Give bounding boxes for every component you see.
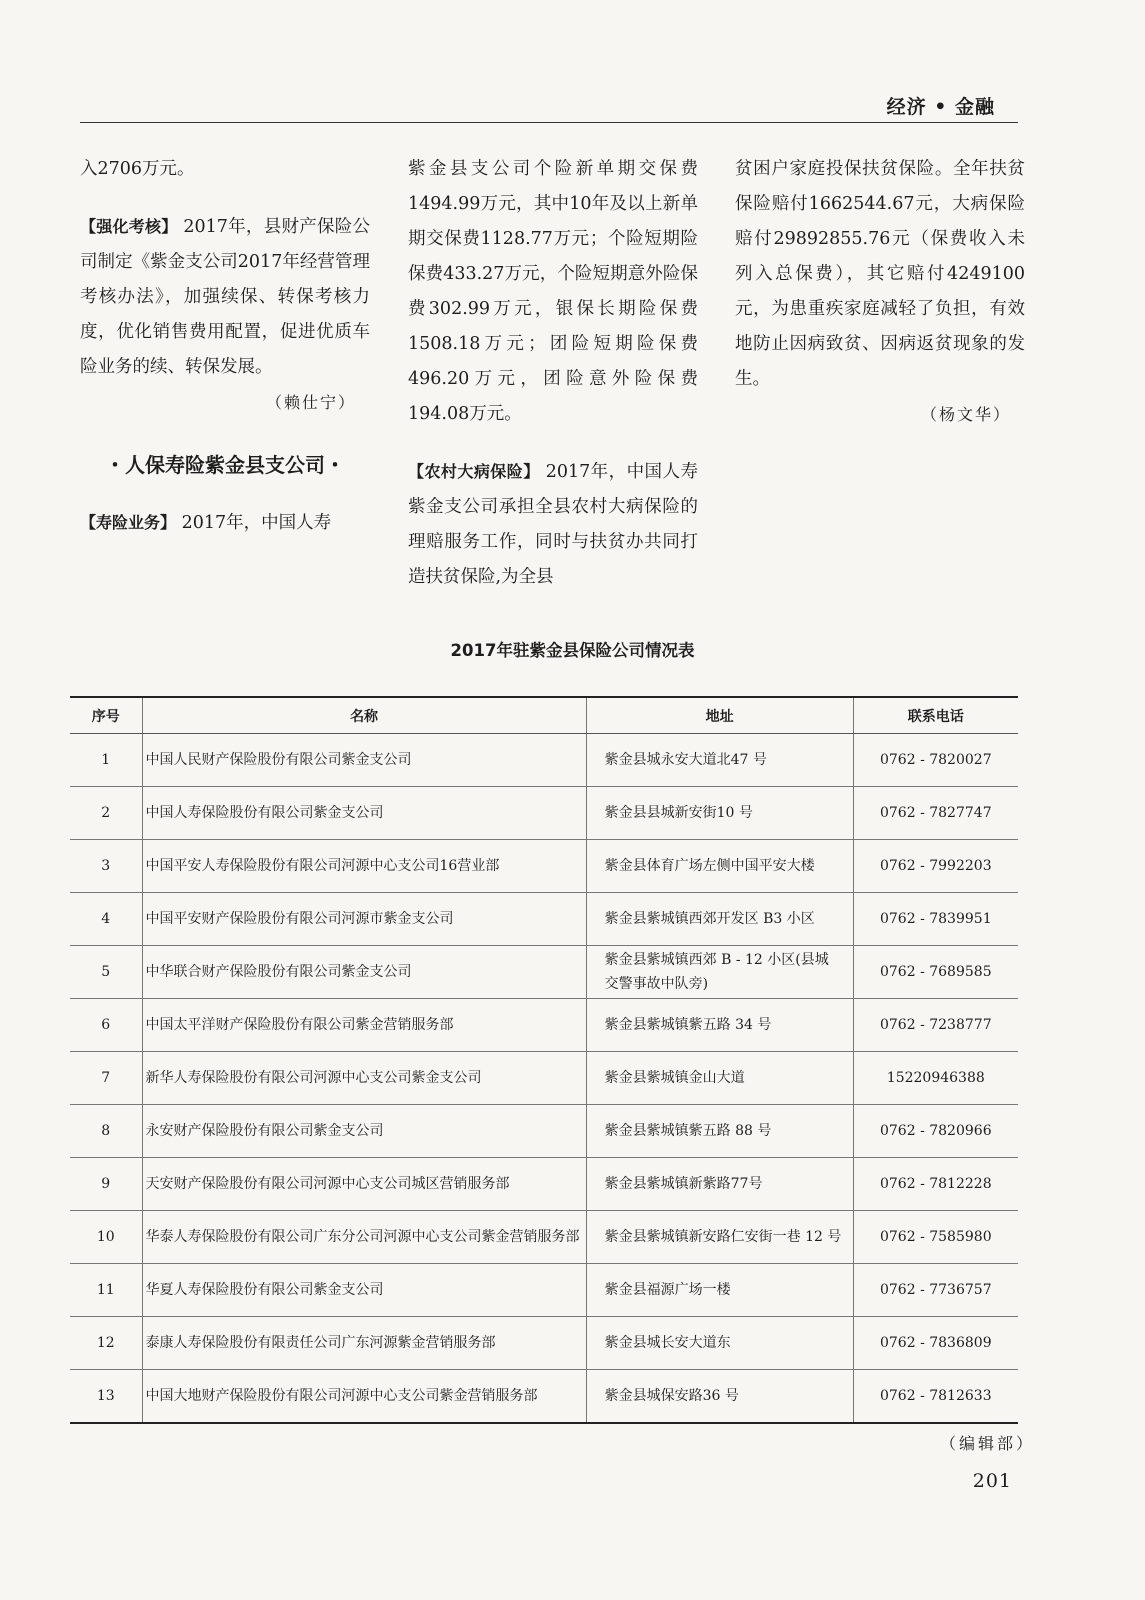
row-no: 6 xyxy=(70,999,142,1052)
row-phone: 0762 - 7812633 xyxy=(853,1370,1018,1424)
row-no: 1 xyxy=(70,734,142,787)
header-phone: 联系电话 xyxy=(853,697,1018,734)
paragraph-text: 2017年，中国人寿 xyxy=(176,513,332,533)
row-no: 8 xyxy=(70,1105,142,1158)
text-column-3 xyxy=(735,152,1025,432)
row-no: 4 xyxy=(70,893,142,946)
paragraph: 贫困户家庭投保扶贫保险。全年扶贫保险赔付1662544.67元，大病保险赔付29892855.76元（保费收入未列入总保费），其它赔付4249100元，为患重疾家庭减轻了负担，有效地防止因病致贫、因病返贫现象的发生。 xyxy=(735,159,1025,389)
text-column-2 xyxy=(408,152,698,595)
row-name: 中华联合财产保险股份有限公司紫金支公司 xyxy=(142,946,586,999)
row-phone: 0762 - 7992203 xyxy=(853,840,1018,893)
keyword-heading: 【农村大病保险】 xyxy=(408,462,540,481)
row-name: 新华人寿保险股份有限公司河源中心支公司紫金支公司 xyxy=(142,1052,586,1105)
table-row xyxy=(70,734,1018,787)
table-row xyxy=(70,1158,1018,1211)
text-column-1 xyxy=(80,152,370,541)
keyword-heading: 【强化考核】 xyxy=(80,217,178,236)
row-address: 紫金县紫城镇西郊开发区 B3 小区 xyxy=(586,893,853,946)
row-phone: 0762 - 7839951 xyxy=(853,893,1018,946)
row-address: 紫金县紫城镇西郊 B - 12 小区(县城交警事故中队旁) xyxy=(586,946,853,999)
table-row xyxy=(70,1264,1018,1317)
table-author-credit: （编辑部） xyxy=(939,1434,1035,1453)
row-phone: 0762 - 7689585 xyxy=(853,946,1018,999)
row-address: 紫金县城永安大道北47 号 xyxy=(586,734,853,787)
row-name: 天安财产保险股份有限公司河源中心支公司城区营销服务部 xyxy=(142,1158,586,1211)
row-no: 10 xyxy=(70,1211,142,1264)
row-phone: 15220946388 xyxy=(853,1052,1018,1105)
row-name: 永安财产保险股份有限公司紫金支公司 xyxy=(142,1105,586,1158)
row-phone: 0762 - 7836809 xyxy=(853,1317,1018,1370)
row-phone: 0762 - 7827747 xyxy=(853,787,1018,840)
row-address: 紫金县紫城镇紫五路 34 号 xyxy=(586,999,853,1052)
header-rule xyxy=(80,122,1018,123)
paragraph-text: 2017年，县财产保险公司制定《紫金支公司2017年经营管理考核办法》，加强续保、转保考核力度，优化销售费用配置，促进优质车险业务的续、转保发展。 xyxy=(80,217,370,377)
paragraph-life-insurance xyxy=(80,505,370,541)
keyword-heading: 【寿险业务】 xyxy=(80,513,177,532)
table-row xyxy=(70,946,1018,999)
row-address: 紫金县城保安路36 号 xyxy=(586,1370,853,1424)
table-row xyxy=(70,999,1018,1052)
table-row xyxy=(70,893,1018,946)
row-name: 中国人民财产保险股份有限公司紫金支公司 xyxy=(142,734,586,787)
row-address: 紫金县紫城镇新紫路77号 xyxy=(586,1158,853,1211)
section-header: 经济 • 金融 xyxy=(886,96,995,118)
section-title: ・人保寿险紫金县支公司・ xyxy=(105,453,345,477)
row-no: 13 xyxy=(70,1370,142,1424)
row-address: 紫金县紫城镇新安路仁安街一巷 12 号 xyxy=(586,1211,853,1264)
row-no: 5 xyxy=(70,946,142,999)
row-name: 中国平安人寿保险股份有限公司河源中心支公司16营业部 xyxy=(142,840,586,893)
table-row xyxy=(70,840,1018,893)
row-no: 7 xyxy=(70,1052,142,1105)
row-name: 泰康人寿保险股份有限责任公司广东河源紫金营销服务部 xyxy=(142,1317,586,1370)
table-row xyxy=(70,1052,1018,1105)
row-name: 华泰人寿保险股份有限公司广东分公司河源中心支公司紫金营销服务部 xyxy=(142,1211,586,1264)
row-address: 紫金县体育广场左侧中国平安大楼 xyxy=(586,840,853,893)
row-phone: 0762 - 7585980 xyxy=(853,1211,1018,1264)
row-name: 中国大地财产保险股份有限公司河源中心支公司紫金营销服务部 xyxy=(142,1370,586,1424)
row-no: 11 xyxy=(70,1264,142,1317)
row-phone: 0762 - 7812228 xyxy=(853,1158,1018,1211)
header-address: 地址 xyxy=(586,697,853,734)
row-no: 3 xyxy=(70,840,142,893)
table-row xyxy=(70,1105,1018,1158)
paragraph-strengthen-assessment xyxy=(80,209,370,385)
row-address: 紫金县紫城镇紫五路 88 号 xyxy=(586,1105,853,1158)
row-address: 紫金县城长安大道东 xyxy=(586,1317,853,1370)
insurance-company-table xyxy=(70,696,1018,1424)
row-name: 华夏人寿保险股份有限公司紫金支公司 xyxy=(142,1264,586,1317)
author-credit: （杨文华） xyxy=(920,405,1011,424)
table-row xyxy=(70,1370,1018,1424)
row-name: 中国人寿保险股份有限公司紫金支公司 xyxy=(142,787,586,840)
paragraph-rural-insurance xyxy=(408,454,698,595)
table-title: 2017年驻紫金县保险公司情况表 xyxy=(450,641,695,660)
row-address: 紫金县福源广场一楼 xyxy=(586,1264,853,1317)
row-name: 中国太平洋财产保险股份有限公司紫金营销服务部 xyxy=(142,999,586,1052)
row-no: 12 xyxy=(70,1317,142,1370)
author-credit: （赖仕宁） xyxy=(265,393,356,412)
row-no: 2 xyxy=(70,787,142,840)
paragraph: 入2706万元。 xyxy=(80,159,195,179)
table-row xyxy=(70,1317,1018,1370)
row-phone: 0762 - 7238777 xyxy=(853,999,1018,1052)
table-row xyxy=(70,787,1018,840)
row-phone: 0762 - 7820966 xyxy=(853,1105,1018,1158)
row-phone: 0762 - 7820027 xyxy=(853,734,1018,787)
page-number: 201 xyxy=(972,1470,1012,1492)
table-header-row xyxy=(70,697,1018,734)
row-name: 中国平安财产保险股份有限公司河源市紫金支公司 xyxy=(142,893,586,946)
row-address: 紫金县紫城镇金山大道 xyxy=(586,1052,853,1105)
row-no: 9 xyxy=(70,1158,142,1211)
header-name: 名称 xyxy=(142,697,586,734)
paragraph-text: 2017年，中国人寿紫金支公司承担全县农村大病保险的理赔服务工作，同时与扶贫办共同打造扶贫保险,为全县 xyxy=(408,462,698,587)
header-no: 序号 xyxy=(70,697,142,734)
table-row xyxy=(70,1211,1018,1264)
row-phone: 0762 - 7736757 xyxy=(853,1264,1018,1317)
row-address: 紫金县县城新安街10 号 xyxy=(586,787,853,840)
paragraph: 紫金县支公司个险新单期交保费1494.99万元，其中10年及以上新单期交保费1128.77万元；个险短期险保费433.27万元，个险短期意外险保费302.99万元，银保长期险保费1508.18万元；团险短期险保费496.20万元，团险意外险保费194.08万元。 xyxy=(408,159,698,424)
